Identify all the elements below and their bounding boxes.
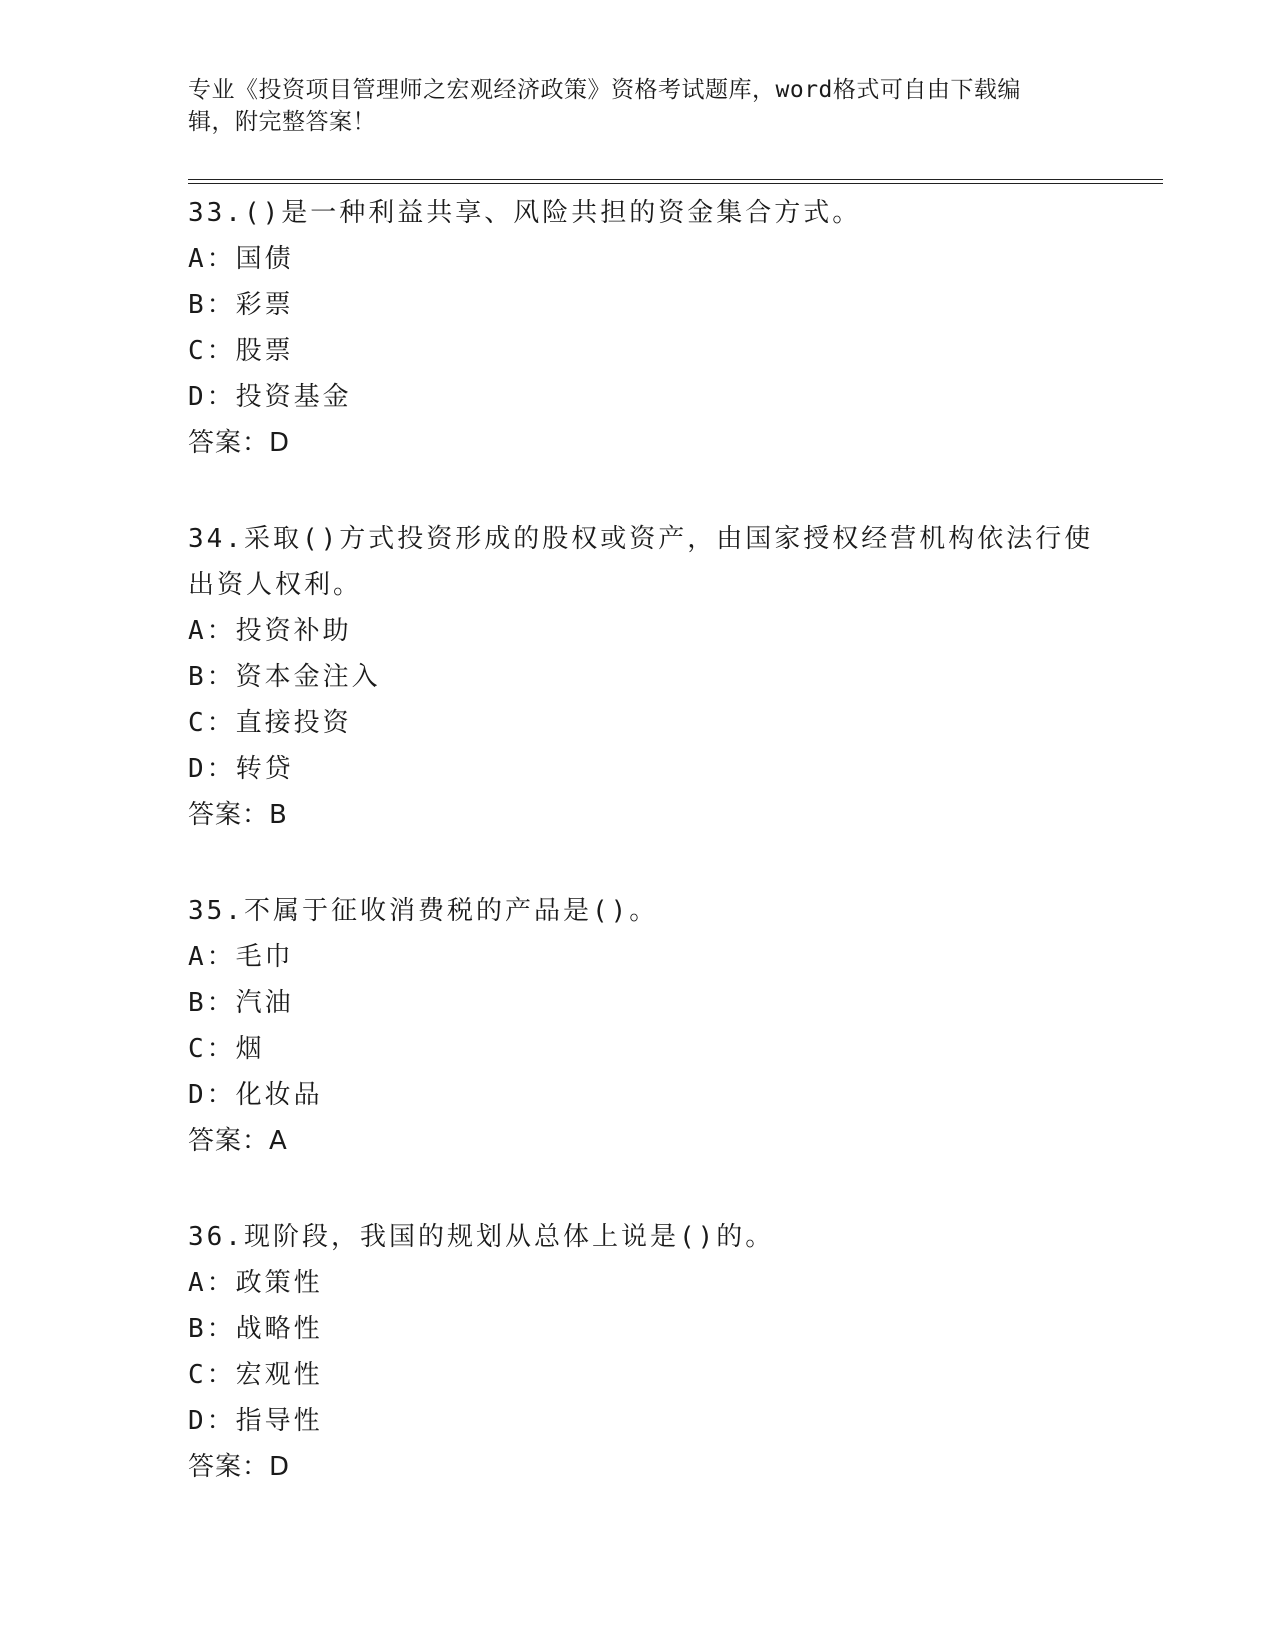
question-stem-line-1: 34.采取()方式投资形成的股权或资产，由国家授权经营机构依法行使 (188, 524, 1094, 554)
header-line-2: 辑，附完整答案！ (188, 109, 376, 135)
document-header (188, 74, 1088, 138)
option-a: A：政策性 (188, 1268, 323, 1298)
answer: 答案：B (188, 800, 288, 830)
option-d: D：化妆品 (188, 1080, 323, 1110)
header-line-1: 专业《投资项目管理师之宏观经济政策》资格考试题库，word格式可自由下载编 (188, 77, 1021, 103)
question-stem: 36.现阶段，我国的规划从总体上说是()的。 (188, 1222, 775, 1252)
question-34 (188, 516, 1148, 838)
option-d: D：指导性 (188, 1406, 323, 1436)
question-stem-line-2: 出资人权利。 (188, 570, 363, 600)
answer: 答案：A (188, 1126, 288, 1156)
question-list (188, 190, 1148, 1540)
option-b: B：资本金注入 (188, 662, 381, 692)
option-a: A：投资补助 (188, 616, 352, 646)
option-d: D：投资基金 (188, 382, 352, 412)
question-stem: 35.不属于征收消费税的产品是()。 (188, 896, 659, 926)
option-a: A：毛巾 (188, 942, 294, 972)
question-33 (188, 190, 1148, 466)
header-divider-bottom (188, 183, 1163, 184)
option-b: B：彩票 (188, 290, 294, 320)
answer: 答案：D (188, 428, 291, 458)
option-d: D：转贷 (188, 754, 294, 784)
option-c: C：烟 (188, 1034, 265, 1064)
question-stem: 33.()是一种利益共享、风险共担的资金集合方式。 (188, 198, 862, 228)
option-c: C：直接投资 (188, 708, 352, 738)
question-35 (188, 888, 1148, 1164)
option-b: B：汽油 (188, 988, 294, 1018)
answer: 答案：D (188, 1452, 291, 1482)
option-c: C：宏观性 (188, 1360, 323, 1390)
option-b: B：战略性 (188, 1314, 323, 1344)
header-divider-top (188, 179, 1163, 180)
option-a: A：国债 (188, 244, 294, 274)
option-c: C：股票 (188, 336, 294, 366)
question-36 (188, 1214, 1148, 1490)
